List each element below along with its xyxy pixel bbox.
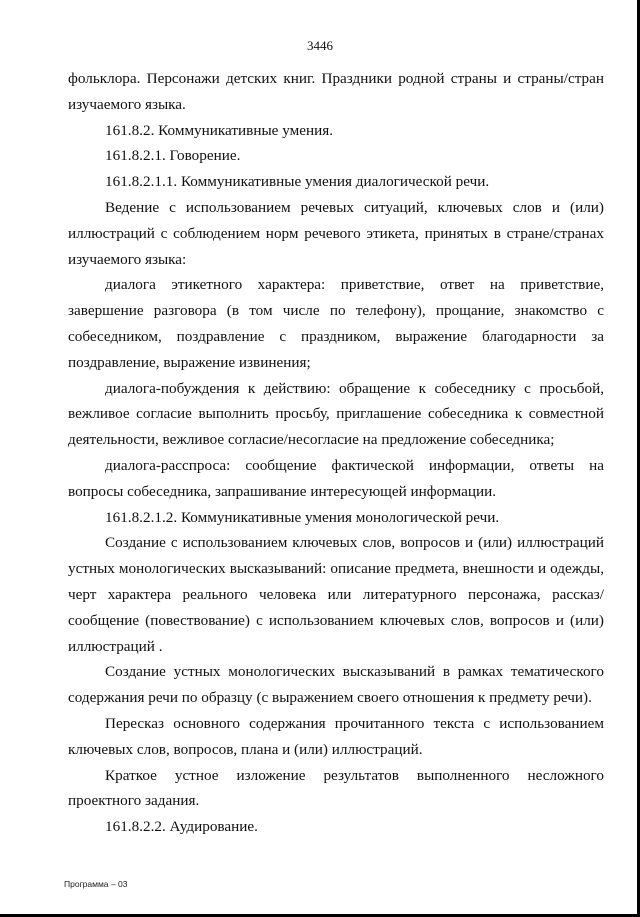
paragraph: Ведение с использованием речевых ситуаций, ключевых слов и (или) иллюстраций с соблюдением норм речевого этикета, принятых в стране/странах изучаемого языка: bbox=[68, 198, 604, 268]
paragraph: 161.8.2.1.2. Коммуникативные умения монологической речи. bbox=[105, 508, 500, 526]
paragraph: диалога-расспроса: сообщение фактической информации, ответы на вопросы собеседника, запрашивание интересующей информации. bbox=[68, 456, 604, 500]
paragraph: 161.8.2.1. Говорение. bbox=[105, 147, 241, 165]
page-number: 3446 bbox=[307, 38, 333, 53]
paragraph: Краткое устное изложение результатов выполненного несложного проектного задания. bbox=[68, 766, 604, 810]
footer-program-label: Программа – 03 bbox=[64, 879, 128, 889]
paragraph: 161.8.2. Коммуникативные умения. bbox=[105, 121, 333, 139]
paragraph: Создание устных монологических высказываний в рамках тематического содержания речи по образцу (с выражением своего отношения к предмету речи). bbox=[68, 663, 604, 707]
paragraph: Пересказ основного содержания прочитанного текста с использованием ключевых слов, вопросов, плана и (или) иллюстраций. bbox=[68, 714, 604, 758]
paragraph: диалога-побуждения к действию: обращение к собеседнику с просьбой, вежливое согласие выполнить просьбу, приглашение собеседника к совместной деятельности, вежливое согласие/несогласие на предложение собеседника; bbox=[68, 379, 604, 449]
paragraph: 161.8.2.1.1. Коммуникативные умения диалогической речи. bbox=[105, 173, 490, 191]
paragraph: фольклора. Персонажи детских книг. Праздники родной страны и страны/стран изучаемого языка. bbox=[68, 70, 604, 113]
document-body bbox=[68, 66, 604, 840]
paragraph: диалога этикетного характера: приветствие, ответ на приветствие, завершение разговора (в том числе по телефону), прощание, знакомство с собеседником, поздравление с праздником, выражение благодарности за поздравление, выражение извинения; bbox=[68, 276, 604, 371]
paragraph: Создание с использованием ключевых слов, вопросов и (или) иллюстраций устных монологических высказываний: описание предмета, внешности и одежды, черт характера реального человека или литературного персонажа, рассказ/сообщение (повествование) с использованием ключевых слов, вопросов и (или) иллюстраций . bbox=[68, 534, 604, 655]
paragraph: 161.8.2.2. Аудирование. bbox=[105, 818, 258, 836]
